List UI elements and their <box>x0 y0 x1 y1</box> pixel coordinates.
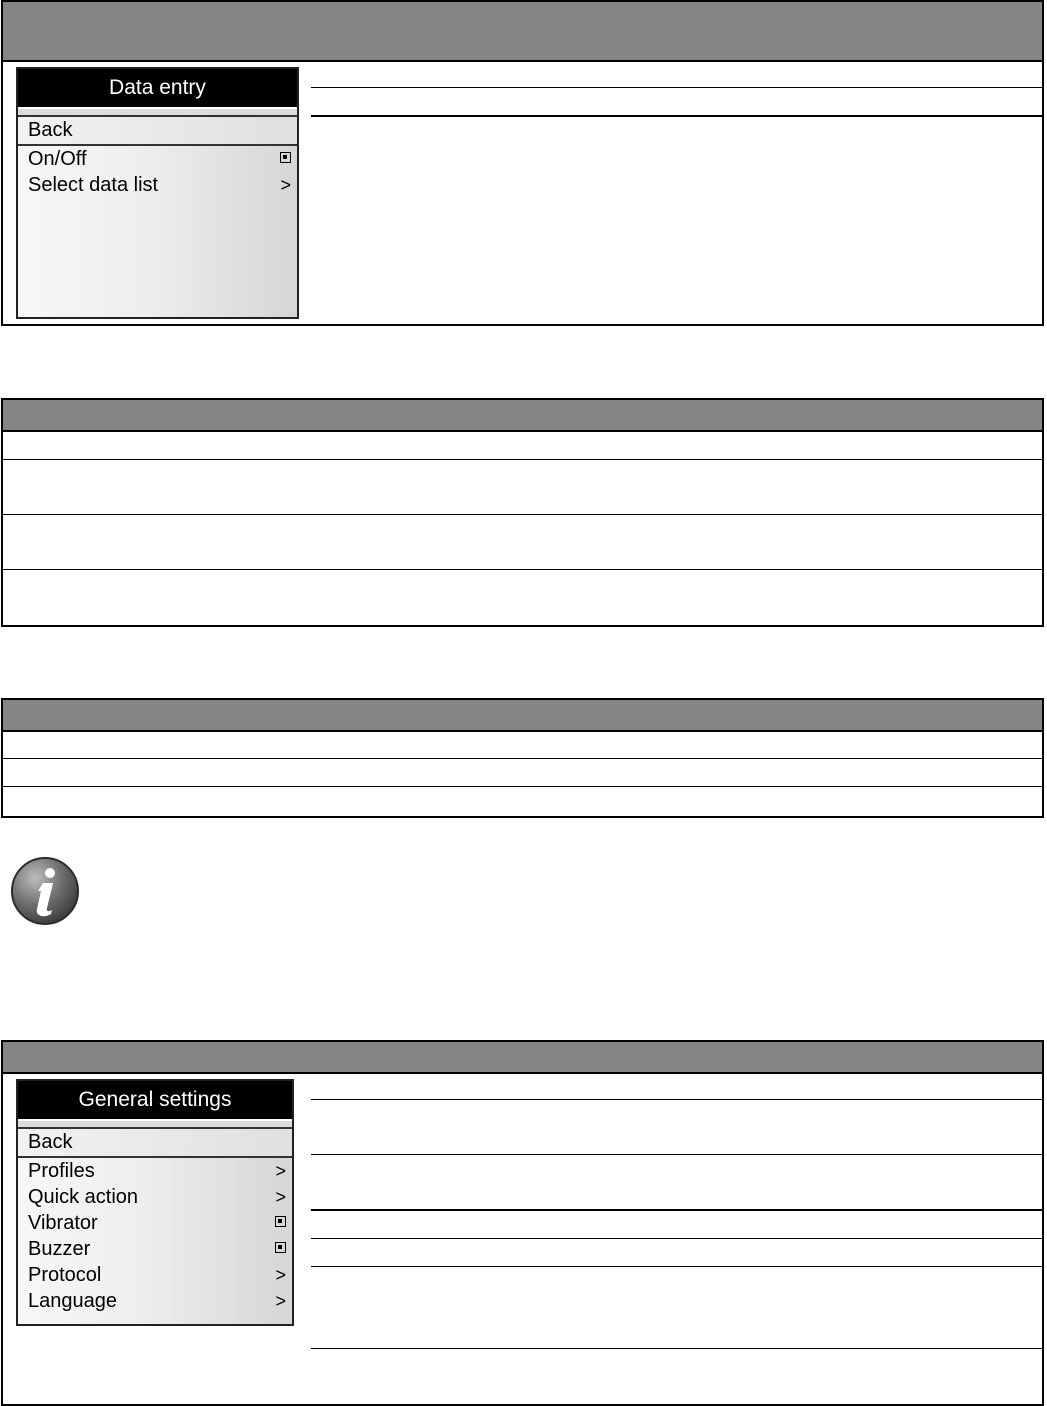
row-divider <box>3 786 1042 787</box>
menu-item-on-off[interactable] <box>18 146 297 172</box>
table-panel-1 <box>1 398 1044 627</box>
checkbox-checked-icon[interactable] <box>275 1242 286 1253</box>
row-divider <box>311 1209 1042 1211</box>
data-entry-panel-header <box>3 2 1042 62</box>
menu-item-quick-action[interactable] <box>18 1184 292 1210</box>
table-header <box>3 400 1042 432</box>
chevron-right-icon: > <box>280 175 291 195</box>
screen-divider <box>18 1121 292 1129</box>
data-entry-panel <box>1 0 1044 326</box>
chevron-right-icon: > <box>275 1265 286 1285</box>
row-divider <box>311 1348 1042 1349</box>
row-divider <box>3 569 1042 570</box>
menu-item-select-data-list[interactable] <box>18 172 297 198</box>
general-settings-panel-header <box>3 1042 1042 1074</box>
menu-item-label: Language <box>28 1290 117 1312</box>
screen-title: Data entry <box>18 69 297 109</box>
row-divider <box>311 1238 1042 1239</box>
data-entry-screen <box>16 67 299 319</box>
menu-item-label: Protocol <box>28 1264 102 1286</box>
row-divider <box>3 514 1042 515</box>
menu-item-vibrator[interactable] <box>18 1210 292 1236</box>
info-icon <box>10 856 80 926</box>
menu-item-profiles[interactable] <box>18 1158 292 1184</box>
menu-item-label: On/Off <box>28 148 87 170</box>
screen-title: General settings <box>18 1081 292 1121</box>
menu-item-label: Profiles <box>28 1160 95 1182</box>
row-divider <box>311 1099 1042 1100</box>
menu-item-label: Vibrator <box>28 1212 98 1234</box>
row-divider <box>311 1266 1042 1267</box>
chevron-right-icon: > <box>275 1187 286 1207</box>
general-settings-screen <box>16 1079 294 1326</box>
row-divider <box>3 459 1042 460</box>
row-divider <box>311 87 1042 88</box>
checkbox-checked-icon[interactable] <box>275 1216 286 1227</box>
menu-item-label: Select data list <box>28 174 159 196</box>
table-header <box>3 700 1042 732</box>
menu-item-language[interactable] <box>18 1288 292 1314</box>
chevron-right-icon: > <box>275 1161 286 1181</box>
back-menu-item[interactable]: Back <box>18 117 297 146</box>
row-divider <box>3 758 1042 759</box>
row-divider <box>311 115 1042 117</box>
menu-item-protocol[interactable] <box>18 1262 292 1288</box>
menu-item-label: Quick action <box>28 1186 139 1208</box>
menu-item-label: Buzzer <box>28 1238 91 1260</box>
screen-divider <box>18 109 297 117</box>
back-menu-item[interactable]: Back <box>18 1129 292 1158</box>
row-divider <box>311 1154 1042 1155</box>
general-settings-panel <box>1 1040 1044 1406</box>
menu-item-buzzer[interactable] <box>18 1236 292 1262</box>
checkbox-checked-icon[interactable] <box>280 152 291 163</box>
table-panel-2 <box>1 698 1044 818</box>
chevron-right-icon: > <box>275 1291 286 1311</box>
